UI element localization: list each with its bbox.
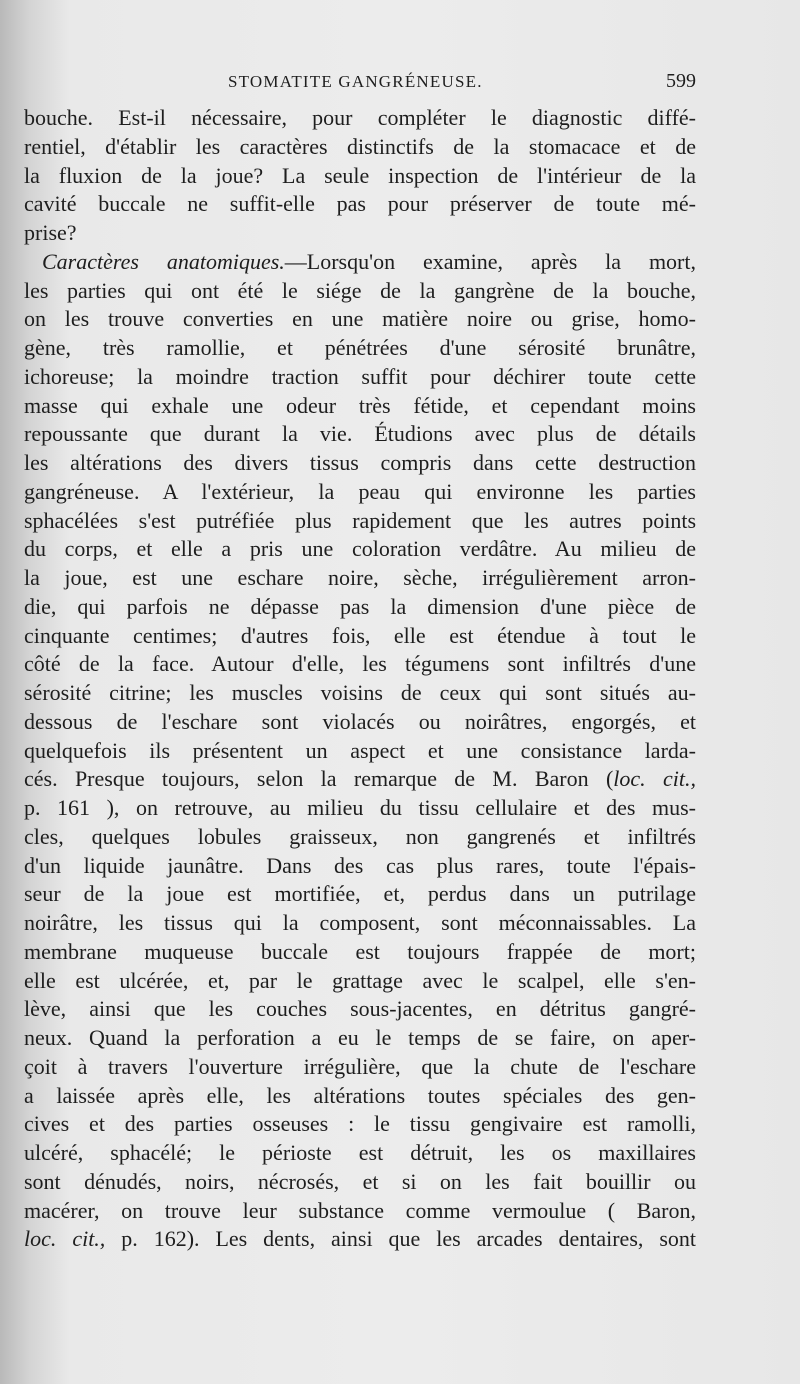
line-text: d'un liquide jaunâtre. Dans des cas plus rares, toute l'épais- [24, 852, 696, 878]
line-text: dessous de l'eschare sont violacés ou noirâtres, engorgés, et [24, 708, 696, 734]
italic-text: loc. cit., [24, 1226, 106, 1252]
line-text: quelquefois ils présentent un aspect et une consistance larda- [24, 737, 696, 763]
text-line [24, 880, 696, 909]
line-text: p. 161 ), on retrouve, au milieu du tissu cellulaire et des mus- [24, 795, 696, 820]
text-line [24, 1082, 696, 1111]
text-line [24, 133, 696, 162]
text-line [24, 305, 696, 334]
line-text: du corps, et elle a pris une coloration verdâtre. Au milieu de [24, 536, 696, 562]
text-line [24, 938, 696, 967]
running-head-title: STOMATITE GANGRÉNEUSE. [228, 72, 483, 91]
running-head [24, 72, 696, 102]
text-line [24, 190, 696, 219]
line-text: cles, quelques lobules graisseux, non gangrenés et infiltrés [24, 823, 696, 849]
line-text: çoit à travers l'ouverture irrégulière, que la chute de l'eschare [24, 1053, 696, 1079]
line-text: gène, très ramollie, et pénétrées d'une sérosité brunâtre, [24, 335, 696, 360]
line-text: neux. Quand la perforation a eu le temps de se faire, on aper- [24, 1025, 696, 1050]
text-line [24, 593, 696, 622]
line-text: noirâtre, les tissus qui la composent, sont méconnaissables. La [24, 910, 696, 935]
line-text: prise? [24, 220, 77, 245]
text-line [24, 1053, 696, 1082]
body-text [24, 104, 696, 1254]
text-line [24, 478, 696, 507]
line-text: les altérations des divers tissus compris dans cette destruction [24, 450, 696, 475]
text-line [24, 794, 696, 823]
line-text: sont dénudés, noirs, nécrosés, et si on les fait bouillir ou [24, 1168, 696, 1194]
text-line [24, 823, 696, 852]
line-text: rentiel, d'établir les caractères distinctifs de la stomacace et de [24, 133, 696, 159]
text-line [24, 420, 696, 449]
text-line [24, 995, 696, 1024]
line-text: ulcéré, sphacélé; le périoste est détruit, les os maxillaires [24, 1140, 696, 1165]
line-text: seur de la joue est mortifiée, et, perdus dans un putrilage [24, 881, 696, 907]
text-line [24, 765, 696, 794]
line-text: côté de la face. Autour d'elle, les tégumens sont infiltrés d'une [24, 651, 696, 677]
line-text: cavité buccale ne suffit-elle pas pour préserver de toute mé- [24, 191, 696, 217]
line-text: sérosité citrine; les muscles voisins de ceux qui sont situés au- [24, 680, 696, 705]
text-line [24, 737, 696, 766]
text-line [24, 852, 696, 881]
text-line [24, 277, 696, 306]
line-text: cives et des parties osseuses : le tissu gengivaire est ramolli, [24, 1111, 696, 1137]
text-line [24, 334, 696, 363]
line-text: p. 162). Les dents, ainsi que les arcades dentaires, sont [121, 1226, 696, 1252]
text-line [24, 1110, 696, 1139]
italic-text: loc. cit., [613, 766, 696, 792]
text-line [24, 449, 696, 478]
line-text: membrane muqueuse buccale est toujours frappée de mort; [24, 938, 696, 964]
line-text: cés. Presque toujours, selon la remarque de M. Baron ( [24, 766, 614, 792]
line-text: on les trouve converties en une matière noire ou grise, homo- [24, 306, 696, 332]
line-text: die, qui parfois ne dépasse pas la dimension d'une pièce de [24, 593, 696, 619]
line-text: lève, ainsi que les couches sous-jacentes, en détritus gangré- [24, 996, 696, 1022]
line-text: masse qui exhale une odeur très fétide, et cependant moins [24, 392, 696, 418]
line-text: la joue, est une eschare noire, sèche, irrégulièrement arron- [24, 565, 696, 590]
line-text: cinquante centimes; d'autres fois, elle est étendue à tout le [24, 622, 696, 648]
text-line [24, 1168, 696, 1197]
line-text: macérer, on trouve leur substance comme vermoulue ( Baron, [24, 1197, 696, 1223]
text-line [24, 248, 696, 277]
text-line [24, 363, 696, 392]
line-text: gangréneuse. A l'extérieur, la peau qui environne les parties [24, 478, 696, 504]
line-text: —Lorsqu'on examine, après la mort, [284, 248, 696, 274]
line-text: a laissée après elle, les altérations toutes spéciales des gen- [24, 1082, 696, 1108]
text-line [24, 392, 696, 421]
line-text: bouche. Est-il nécessaire, pour compléter le diagnostic diffé- [24, 105, 696, 130]
text-line [24, 650, 696, 679]
text-line [24, 679, 696, 708]
text-line [24, 708, 696, 737]
text-line [24, 219, 696, 248]
text-line [24, 1139, 696, 1168]
line-text: elle est ulcérée, et, par le grattage avec le scalpel, elle s'en- [24, 967, 696, 993]
line-text: sphacélées s'est putréfiée plus rapidement que les autres points [24, 507, 696, 533]
text-line [24, 507, 696, 536]
italic-text: Caractères anatomiques. [42, 248, 285, 274]
text-line [24, 104, 696, 133]
text-line [24, 1197, 696, 1226]
page-number: 599 [666, 70, 696, 92]
line-text: ichoreuse; la moindre traction suffit pour déchirer toute cette [24, 363, 696, 389]
text-line [24, 535, 696, 564]
text-line [24, 909, 696, 938]
text-line [24, 967, 696, 996]
text-line [24, 622, 696, 651]
text-line [24, 564, 696, 593]
line-text: la fluxion de la joue? La seule inspection de l'intérieur de la [24, 162, 696, 188]
line-text: repoussante que durant la vie. Étudions avec plus de détails [24, 421, 696, 447]
text-line [24, 1024, 696, 1053]
line-text: les parties qui ont été le siége de la gangrène de la bouche, [24, 277, 696, 303]
text-line [24, 162, 696, 191]
text-line [24, 1225, 696, 1254]
